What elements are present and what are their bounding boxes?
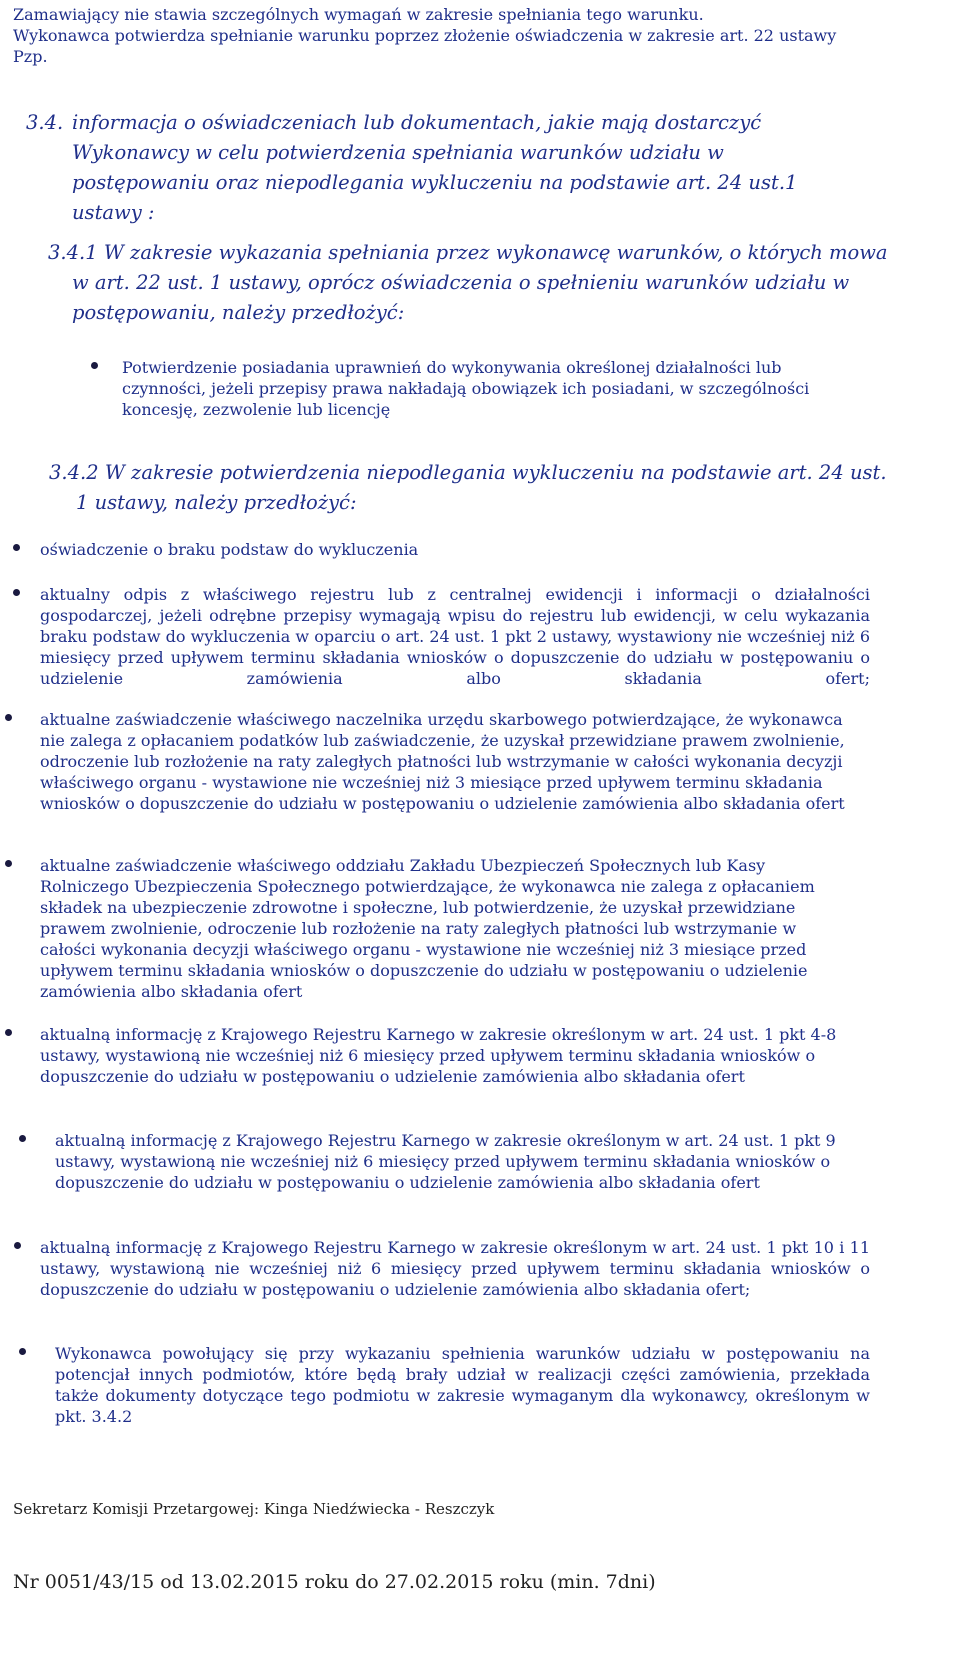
list-item-text: Potwierdzenie posiadania uprawnień do wykonywania określonej działalności lub czynności, jeżeli przepisy prawa nakładają obowiązek ich posiadani, w szczególności koncesję, zezwolenie lub licencję: [122, 358, 810, 419]
section-3-4-2-title: 3.4.2 W zakresie potwierdzenia niepodlegania wykluczeniu na podstawie art. 24 ust. 1 ustawy, należy przedłożyć:: [49, 461, 887, 514]
list-item-text: aktualną informację z Krajowego Rejestru Karnego w zakresie określonym w art. 24 ust. 1 pkt 9 ustawy, wystawioną nie wcześniej niż 6 miesięcy przed upływem terminu składania wniosków o dopuszczenie do udziału w postępowaniu o udzielenie zamówienia albo składania ofert: [55, 1131, 836, 1192]
list-item-text: oświadczenie o braku podstaw do wykluczenia: [40, 540, 419, 559]
intro-line-2: Wykonawca potwierdza spełnianie warunku poprzez złożenie oświadczenia w zakresie art. 22 ustawy: [13, 26, 837, 45]
list-item: [40, 539, 870, 560]
list-item: [40, 1237, 870, 1300]
list-item: [55, 1343, 870, 1427]
list-item-text: aktualny odpis z właściwego rejestru lub z centralnej ewidencji i informacji o działalności gospodarczej, jeżeli odrębne przepisy wymagają wpisu do rejestru lub ewidencji, w celu wykazania braku podstaw do wykluczenia w oparciu o art. 24 ust. 1 pkt 2 ustawy, wystawiony nie wcześniej niż 6 miesięcy przed upływem terminu składania wniosków o dopuszczenie do udziału w postępowaniu o udzielenie zamówienia albo składania ofert;: [40, 585, 870, 688]
section-3-4-number: 3.4.: [26, 111, 64, 134]
list-item: [40, 709, 850, 814]
bullet-icon: [13, 544, 20, 551]
intro-paragraph: [13, 4, 943, 67]
bullet-icon: [5, 714, 12, 721]
section-3-4-title: informacja o oświadczeniach lub dokumentach, jakie mają dostarczyć Wykonawcy w celu potwierdzenia spełniania warunków udziału w postępowaniu oraz niepodlegania wykluczeniu na podstawie art. 24 ust.1 ustawy :: [72, 111, 798, 224]
bullet-icon: [5, 1029, 12, 1036]
intro-line-3: Pzp.: [13, 47, 48, 66]
list-item: [55, 1130, 865, 1193]
footer-reference: Nr 0051/43/15 od 13.02.2015 roku do 27.02.2015 roku (min. 7dni): [13, 1571, 656, 1593]
list-item-text: aktualną informację z Krajowego Rejestru Karnego w zakresie określonym w art. 24 ust. 1 pkt 4-8 ustawy, wystawioną nie wcześniej niż 6 miesięcy przed upływem terminu składania wniosków o dopuszczenie do udziału w postępowaniu o udzielenie zamówienia albo składania ofert: [40, 1025, 837, 1086]
footer-secretary: Sekretarz Komisji Przetargowej: Kinga Niedźwiecka - Reszczyk: [13, 1500, 495, 1518]
list-item-text: Wykonawca powołujący się przy wykazaniu spełnienia warunków udziału w postępowaniu na potencjał innych podmiotów, które będą brały udział w realizacji części zamówienia, przekłada także dokumenty dotyczące tego podmiotu w zakresie wymaganym dla wykonawcy, określonym w pkt. 3.4.2: [55, 1344, 870, 1426]
bullet-icon: [19, 1135, 26, 1142]
bullet-icon: [19, 1348, 26, 1355]
bullet-icon: [5, 860, 12, 867]
bullet-icon: [13, 589, 20, 596]
list-item-text: aktualną informację z Krajowego Rejestru Karnego w zakresie określonym w art. 24 ust. 1 pkt 10 i 11 ustawy, wystawioną nie wcześniej niż 6 miesięcy przed upływem terminu składania wniosków o dopuszczenie do udziału w postępowaniu o udzielenie zamówienia albo składania ofert;: [40, 1238, 870, 1299]
bullet-icon: [14, 1242, 21, 1249]
list-item: [40, 584, 870, 689]
list-item-text: aktualne zaświadczenie właściwego oddziału Zakładu Ubezpieczeń Społecznych lub Kasy Rolniczego Ubezpieczenia Społecznego potwierdzające, że wykonawca nie zalega z opłacaniem składek na ubezpieczenie zdrowotne i społeczne, lub potwierdzenie, że uzyskał przewidziane prawem zwolnienie, odroczenie lub rozłożenie na raty zaległych płatności lub wstrzymanie w całości wykonania decyzji właściwego organu - wystawione nie wcześniej niż 3 miesiące przed upływem terminu składania wniosków o dopuszczenie do udziału w postępowaniu o udzielenie zamówienia albo składania ofert: [40, 856, 815, 1001]
list-item-text: aktualne zaświadczenie właściwego naczelnika urzędu skarbowego potwierdzające, że wykonawca nie zalega z opłacaniem podatków lub zaświadczenie, że uzyskał przewidziane prawem zwolnienie, odroczenie lub rozłożenie na raty zaległych płatności lub wstrzymanie w całości wykonania decyzji właściwego organu - wystawione nie wcześniej niż 3 miesiące przed upływem terminu składania wniosków o dopuszczenie do udziału w postępowaniu o udzielenie zamówienia albo składania ofert: [40, 710, 845, 813]
list-item: [40, 1024, 855, 1087]
bullet-icon: [91, 362, 98, 369]
list-item: [122, 357, 862, 420]
list-item: [40, 855, 855, 1002]
section-3-4-1-title: 3.4.1 W zakresie wykazania spełniania przez wykonawcę warunków, o których mowa w art. 22 ust. 1 ustawy, oprócz oświadczenia o spełnieniu warunków udziału w postępowaniu, należy przedłożyć:: [48, 241, 888, 324]
intro-line-1: Zamawiający nie stawia szczególnych wymagań w zakresie spełniania tego warunku.: [13, 5, 704, 24]
